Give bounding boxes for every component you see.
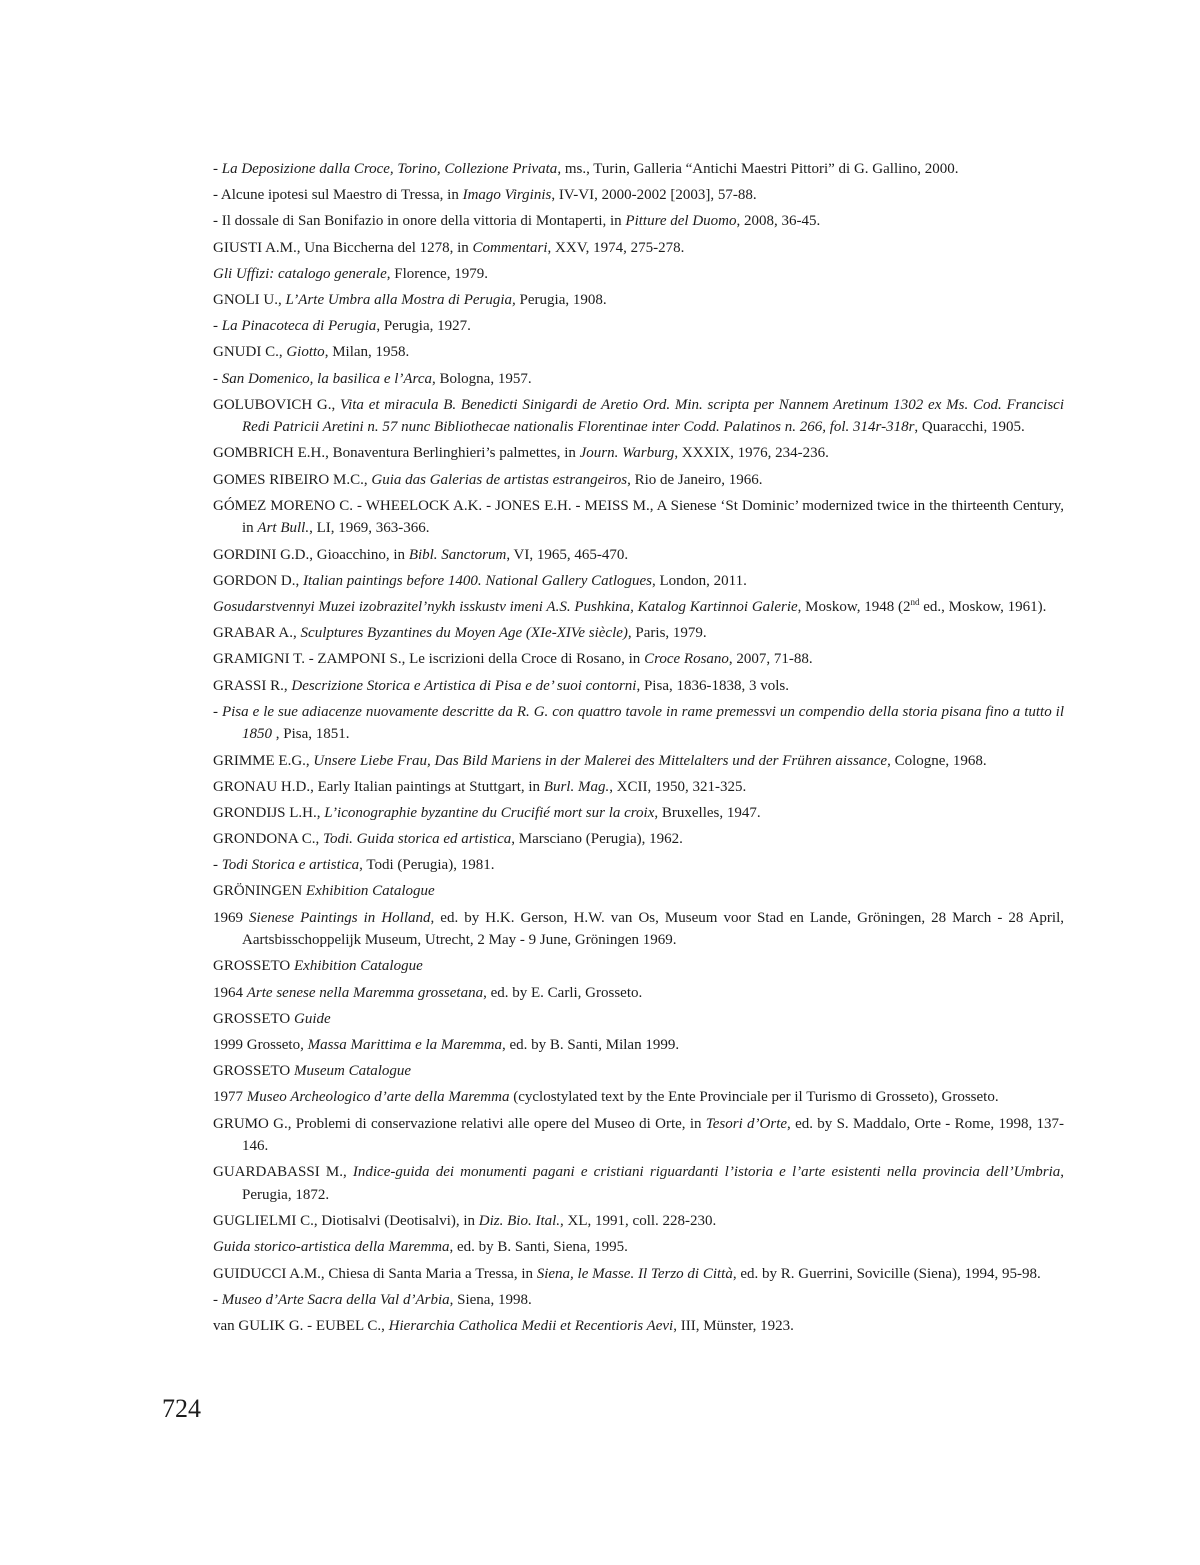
bibliography-entry — [213, 776, 1064, 799]
entry-title-italic: Vita et miracula B. Benedicti Sinigardi de Aretio Ord. Min. scripta per Nannem Aretinum 1302 ex Ms. Cod. Francisci Redi Patricii Aretini n. 57 nunc Bibliothecae nationalis Florentinae inter Codd. Palatinos n. 266, fol. 314r-318r — [242, 396, 1064, 436]
entry-title-italic: Indice-guida dei monumenti pagani e cristiani riguardanti l’istoria e l’arte esistenti nella provincia dell’Umbria — [352, 1164, 1061, 1181]
entry-text: GOLUBOVICH G., — [213, 396, 341, 413]
entry-text: - — [213, 161, 222, 177]
entry-text: , ed. by B. Santi, Siena, 1995. — [449, 1239, 628, 1256]
entry-text: , VI, 1965, 465-470. — [506, 546, 629, 563]
entry-text: , Pisa, 1851. — [272, 726, 350, 743]
bibliography-entry — [213, 237, 1064, 260]
entry-title-italic: Giotto — [286, 344, 325, 361]
bibliography-entry — [213, 263, 1064, 286]
entry-text: , ed. by E. Carli, Grosseto. — [483, 984, 643, 1001]
entry-text: GÓMEZ MORENO C. - WHEELOCK A.K. - JONES E.H. - MEISS M., A Sienese ‘St Dominic’ modernized twice in the thirteenth Century, in — [213, 497, 1064, 537]
bibliography-entry — [213, 1263, 1064, 1286]
entry-superscript: nd — [910, 597, 920, 607]
entry-text: , Bruxelles, 1947. — [654, 804, 761, 821]
entry-text: , Pisa, 1836-1838, 3 vols. — [636, 677, 789, 694]
bibliography-entry — [213, 1161, 1064, 1206]
entry-title-italic: Guide — [294, 1010, 331, 1027]
bibliography-entry — [213, 982, 1064, 1005]
entry-title-italic: Exhibition Catalogue — [294, 958, 423, 975]
entry-text: GRUMO G., Problemi di conservazione relativi alle opere del Museo di Orte, in — [213, 1115, 706, 1132]
entry-title-italic: Todi Storica e artistica — [221, 857, 360, 874]
entry-text: 1977 — [213, 1089, 247, 1106]
entry-text: GOMBRICH E.H., Bonaventura Berlinghieri’s palmettes, in — [213, 445, 580, 462]
bibliography-entry — [213, 1236, 1064, 1259]
bibliography-entry — [213, 648, 1064, 671]
entry-text: GOMES RIBEIRO M.C., — [213, 471, 372, 488]
entry-text: , ed. by R. Guerrini, Sovicille (Siena), 1994, 95-98. — [732, 1265, 1041, 1282]
entry-text: , Bologna, 1957. — [431, 370, 532, 387]
entry-text: van GULIK G. - EUBEL C., — [213, 1317, 389, 1334]
entry-title-italic: L’Arte Umbra alla Mostra di Perugia, — [285, 291, 516, 308]
entry-text: GUIDUCCI A.M., Chiesa di Santa Maria a Tressa, in — [213, 1265, 537, 1282]
bibliography-entry — [213, 469, 1064, 492]
entry-text: GRONDIJS L.H., — [213, 804, 325, 821]
entry-text: , ed. by S. Maddalo, Orte - Rome, 1998, 137-146. — [242, 1115, 1064, 1155]
page-number: 724 — [162, 1394, 201, 1423]
bibliography-entry — [213, 622, 1064, 645]
entry-title-italic: Gli Uffizi: catalogo generale — [213, 265, 387, 282]
bibliography-entry — [213, 1210, 1064, 1233]
entry-text: GRABAR A., — [213, 625, 301, 642]
entry-title-italic: Museum Catalogue — [294, 1063, 412, 1080]
entry-text: GRÖNINGEN — [213, 883, 306, 900]
entry-title-italic: Siena, le Masse. Il Terzo di Città — [536, 1265, 733, 1282]
bibliography-entry — [213, 828, 1064, 851]
entry-text: , 2007, 71-88. — [728, 651, 813, 668]
entry-text: , Marsciano (Perugia), 1962. — [511, 831, 683, 848]
entry-title-italic: Guia das Galerias de artistas estrangeiros — [371, 471, 628, 488]
entry-text: GROSSETO — [213, 1010, 294, 1027]
bibliography-entry — [213, 158, 1064, 181]
bibliography-entry — [213, 1008, 1064, 1031]
entry-title-italic: , Massa Marittima e la Maremma — [300, 1037, 503, 1053]
entry-text: , Todi (Perugia), 1981. — [359, 857, 495, 874]
entry-title-italic: Unsere Liebe Frau, Das Bild Mariens in der Malerei des Mittelalters und der Frühren aissance — [313, 752, 888, 769]
entry-text: - — [213, 370, 222, 387]
entry-title-italic: Bibl. Sanctorum — [408, 546, 507, 563]
entry-title-italic: Exhibition Catalogue — [305, 883, 435, 900]
entry-text: GROSSETO — [213, 958, 294, 975]
entry-title-italic: Diz. Bio. Ital. — [478, 1213, 561, 1230]
entry-text: GUGLIELMI C., Diotisalvi (Deotisalvi), in — [213, 1213, 479, 1230]
bibliography-entry — [213, 341, 1064, 364]
entry-text: , III, Münster, 1923. — [673, 1317, 794, 1334]
entry-title-italic: Sculptures Byzantines du Moyen Age (XIe-XIVe siècle) — [300, 625, 628, 642]
entry-text: - — [213, 857, 222, 874]
entry-text: GORDINI G.D., Gioacchino, in — [213, 546, 409, 563]
entry-title-italic: Italian paintings before 1400. National Gallery Catlogues — [303, 572, 653, 589]
entry-text: GNUDI C., — [213, 344, 287, 361]
bibliography-entry — [213, 1315, 1064, 1338]
entry-text: GUARDABASSI M., — [213, 1164, 353, 1181]
entry-text: GRONDONA C., — [213, 831, 324, 848]
entry-text: , Moskow, 1948 (2 — [797, 599, 911, 615]
entry-title-italic: Croce Rosano — [644, 651, 729, 668]
entry-text: , Perugia, 1872. — [242, 1164, 1064, 1203]
entry-title-italic: Commentari — [472, 239, 548, 256]
entry-text: , LI, 1969, 363-366. — [309, 520, 430, 537]
entry-text: GRASSI R., — [213, 677, 292, 694]
bibliography-entry — [213, 184, 1064, 207]
entry-text: GRAMIGNI T. - ZAMPONI S., Le iscrizioni della Croce di Rosano, in — [213, 651, 645, 668]
entry-title-italic: La Pinacoteca di Perugia — [221, 318, 377, 335]
entry-text: , Florence, 1979. — [386, 265, 488, 282]
entry-title-italic: L’iconographie byzantine du Crucifié mort sur la croix — [324, 804, 655, 821]
entry-text: , ed. by B. Santi, Milan 1999. — [502, 1037, 680, 1053]
bibliography-entry — [213, 1060, 1064, 1083]
entry-text: , XXXIX, 1976, 234-236. — [674, 445, 829, 462]
entry-text: ed., Moskow, 1961). — [919, 599, 1047, 615]
entry-text: , XL, 1991, coll. 228-230. — [560, 1213, 717, 1230]
entry-title-italic: La Deposizione dalla Croce, Torino, Collezione Privata — [221, 161, 558, 177]
entry-text: GORDON D., — [213, 572, 303, 589]
entry-text: GNOLI U., — [213, 291, 286, 308]
entry-title-italic: Descrizione Storica e Artistica di Pisa e de’ suoi contorni — [291, 677, 637, 694]
bibliography-entry — [213, 675, 1064, 698]
entry-text: GRONAU H.D., Early Italian paintings at Stuttgart, in — [213, 778, 544, 795]
entry-text: , London, 2011. — [652, 572, 747, 589]
bibliography-entry — [213, 289, 1064, 312]
bibliography-entry — [213, 596, 1064, 619]
entry-title-italic: Pisa e le sue adiacenze nuovamente descritte da R. G. con quattro tavole in rame premessvi un compendio della storia pisana fino a tutto il 1850 — [221, 703, 1064, 743]
entry-text: 1969 — [213, 909, 250, 926]
bibliography-entry — [213, 570, 1064, 593]
entry-title-italic: Guida storico-artistica della Maremma — [213, 1239, 450, 1256]
bibliography-entry — [213, 1034, 1064, 1057]
bibliography-entry — [213, 315, 1064, 338]
entry-title-italic: Journ. Warburg — [579, 445, 675, 462]
bibliography-entry — [213, 1086, 1064, 1109]
bibliography-entry — [213, 210, 1064, 233]
entry-text: , Siena, 1998. — [449, 1291, 532, 1308]
entry-title-italic: Museo d’Arte Sacra della Val d’Arbia — [221, 1291, 450, 1308]
entry-title-italic: Arte senese nella Maremma grossetana — [246, 984, 484, 1001]
entry-text: , Cologne, 1968. — [887, 752, 987, 769]
bibliography-list — [213, 158, 1064, 1341]
bibliography-entry — [213, 442, 1064, 465]
bibliography-entry — [213, 1289, 1064, 1312]
entry-title-italic: Gosudarstvennyi Muzei izobrazitel’nykh isskustv imeni A.S. Pushkina, Katalog Kartinnoi Galerie — [213, 599, 798, 615]
entry-text: , XXV, 1974, 275-278. — [547, 239, 685, 256]
entry-title-italic: Imago Virginis — [462, 187, 552, 204]
entry-text: , Perugia, 1927. — [376, 318, 471, 335]
entry-text: (cyclostylated text by the Ente Provinciale per il Turismo di Grosseto), Grosseto. — [509, 1089, 999, 1106]
entry-text: , Paris, 1979. — [627, 625, 707, 642]
entry-text: - — [213, 1291, 222, 1308]
entry-title-italic: Tesori d’Orte — [705, 1115, 788, 1132]
entry-title-italic: Pitture del Duomo — [625, 213, 737, 230]
entry-text: , ed. by H.K. Gerson, H.W. van Os, Museum voor Stad en Lande, Gröningen, 28 March - 28 April, Aartsbisschoppelijk Museum, Utrecht, 2 May - 9 June, Gröningen 1969. — [242, 909, 1065, 949]
bibliography-entry — [213, 495, 1064, 540]
bibliography-entry — [213, 544, 1064, 567]
entry-text: - Il dossale di San Bonifazio in onore della vittoria di Montaperti, in — [213, 213, 626, 230]
bibliography-entry — [213, 880, 1064, 903]
entry-text: , 2008, 36-45. — [736, 213, 821, 230]
bibliography-entry — [213, 701, 1064, 746]
entry-text: , Rio de Janeiro, 1966. — [627, 471, 763, 488]
bibliography-entry — [213, 368, 1064, 391]
entry-text: - — [213, 703, 222, 720]
bibliography-entry — [213, 1113, 1064, 1158]
entry-text: , XCII, 1950, 321-325. — [609, 778, 747, 795]
entry-text: , Milan, 1958. — [324, 344, 410, 361]
bibliography-entry — [213, 907, 1064, 952]
entry-title-italic: Todi. Guida storica ed artistica — [323, 831, 512, 848]
entry-text: 1999 Grosseto — [213, 1037, 301, 1053]
entry-text: , ms., Turin, Galleria “Antichi Maestri Pittori” di G. Gallino, 2000. — [557, 161, 959, 177]
entry-title-italic: Art Bull. — [257, 520, 310, 537]
entry-text: - Alcune ipotesi sul Maestro di Tressa, in — [213, 187, 463, 204]
entry-text: 1964 — [213, 984, 247, 1001]
entry-text: , Quaracchi, 1905. — [914, 419, 1025, 436]
bibliography-entry — [213, 802, 1064, 825]
entry-text: Perugia, 1908. — [515, 291, 607, 308]
entry-title-italic: Sienese Paintings in Holland — [249, 909, 431, 926]
entry-title-italic: San Domenico, la basilica e l’Arca — [221, 370, 432, 387]
entry-text: GRIMME E.G., — [213, 752, 314, 769]
entry-text: , IV-VI, 2000-2002 [2003], 57-88. — [551, 187, 757, 204]
entry-text: - — [213, 318, 222, 335]
entry-text: GROSSETO — [213, 1063, 294, 1080]
entry-text: GIUSTI A.M., Una Biccherna del 1278, in — [213, 239, 473, 256]
bibliography-entry — [213, 750, 1064, 773]
entry-title-italic: Burl. Mag. — [543, 778, 610, 795]
bibliography-entry — [213, 394, 1064, 439]
entry-title-italic: Hierarchia Catholica Medii et Recentioris Aevi — [388, 1317, 674, 1334]
entry-title-italic: Museo Archeologico d’arte della Maremma — [246, 1089, 510, 1106]
bibliography-entry — [213, 854, 1064, 877]
bibliography-entry — [213, 955, 1064, 978]
